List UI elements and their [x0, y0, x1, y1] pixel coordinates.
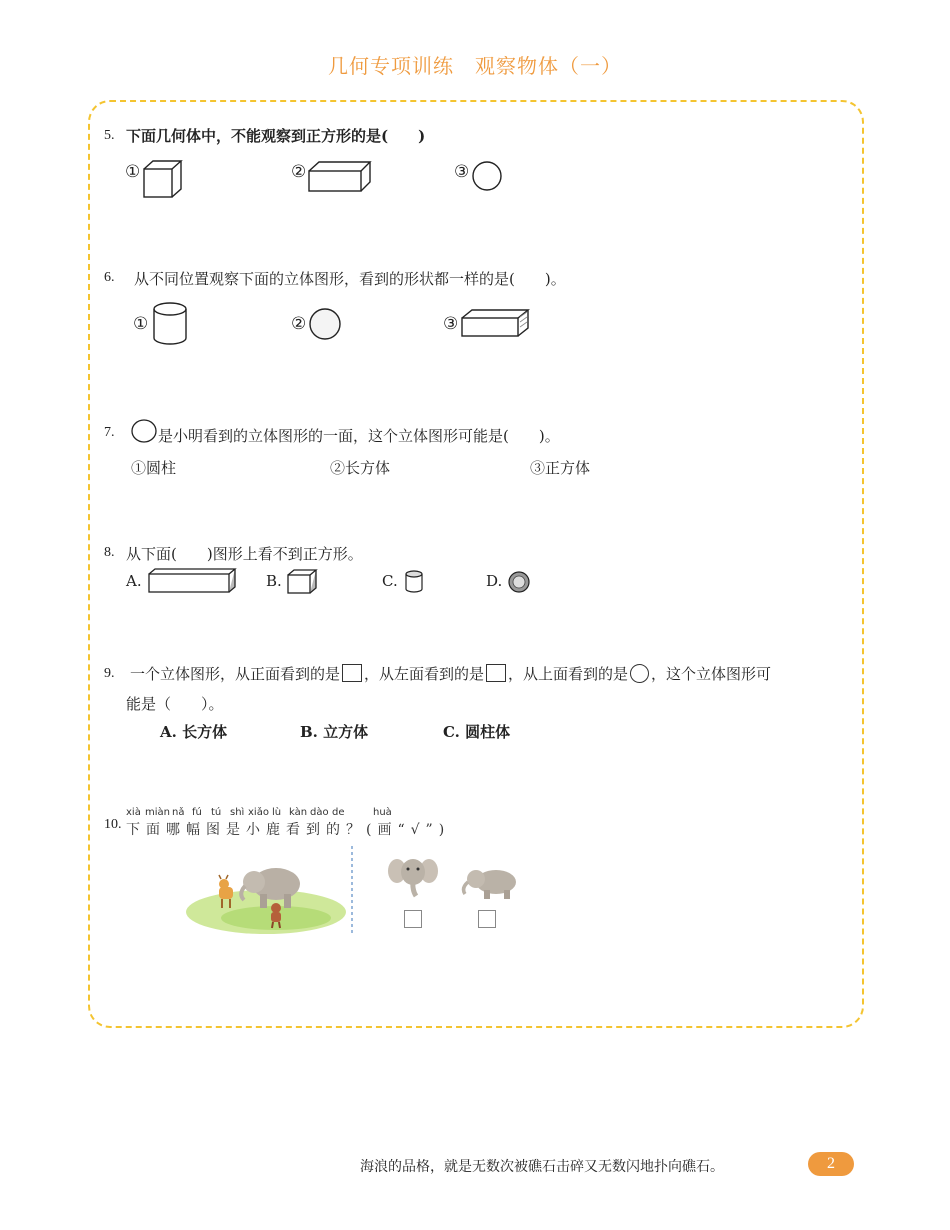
q9-part-1: 一个立体图形，从正面看到的是 — [130, 665, 341, 683]
q7-option-1: ①圆柱 — [131, 459, 177, 477]
q8-option-a-label: A. — [126, 572, 142, 590]
q9-line-1 — [130, 663, 771, 684]
q10-text: 下面哪幅图是小鹿看到的？(画“√”) — [126, 822, 451, 838]
q9-number: 9. — [104, 666, 115, 681]
cube-icon — [143, 160, 183, 200]
q6-number: 6. — [104, 270, 115, 285]
q8-text: 从下面( )图形上看不到正方形。 — [126, 545, 363, 563]
q8-number: 8. — [104, 545, 115, 560]
answer-checkbox-side-view[interactable] — [478, 910, 496, 928]
circle-face-icon — [130, 418, 158, 444]
sphere-icon — [472, 161, 504, 193]
elephant-front-view-icon — [388, 854, 438, 898]
sphere-icon — [308, 307, 342, 341]
cuboid-icon — [148, 568, 238, 594]
q5-text: 下面几何体中，不能观察到正方形的是( ) — [126, 127, 426, 145]
q10-number: 10. — [104, 817, 122, 832]
cuboid-icon — [461, 309, 531, 339]
q9-line-2: 能是（ ）。 — [126, 695, 224, 713]
footer-motto: 海浪的品格，就是无数次被礁石击碎又无数闪地扑向礁石。 — [360, 1159, 724, 1175]
q8-option-d-label: D. — [486, 572, 503, 590]
q9-option-c: C. 圆柱体 — [443, 723, 511, 741]
q9-part-3: ，从上面看到的是 — [508, 665, 629, 683]
sphere-icon — [508, 571, 532, 595]
q6-option-1-label: ① — [133, 314, 149, 334]
q7-number: 7. — [104, 425, 115, 440]
q6-option-2-label: ② — [291, 314, 307, 334]
q6-text: 从不同位置观察下面的立体图形，看到的形状都一样的是( )。 — [134, 270, 566, 288]
q5-option-2-label: ② — [291, 162, 307, 182]
q9-part-4: ，这个立体图形可 — [651, 665, 772, 683]
q5-option-3-label: ③ — [454, 162, 470, 182]
answer-checkbox-front-view[interactable] — [404, 910, 422, 928]
q5-option-1-label: ① — [125, 162, 141, 182]
cylinder-icon — [404, 570, 424, 594]
square-icon — [486, 664, 506, 682]
page-number-badge: 2 — [808, 1152, 854, 1176]
q9-option-b: B. 立方体 — [300, 723, 369, 741]
circle-icon — [630, 664, 649, 683]
q9-option-a: A. 长方体 — [160, 723, 228, 741]
q5-number: 5. — [104, 128, 115, 143]
square-icon — [342, 664, 362, 682]
scene-illustration — [126, 842, 358, 934]
cuboid-icon — [308, 161, 372, 193]
page-title: 几何专项训练 观察物体（一） — [328, 54, 622, 78]
q8-option-b-label: B. — [266, 572, 282, 590]
q9-part-2: ，从左面看到的是 — [364, 665, 485, 683]
cylinder-icon — [152, 302, 190, 346]
q8-option-c-label: C. — [382, 572, 398, 590]
q7-option-3: ③正方体 — [530, 459, 591, 477]
divider — [351, 846, 355, 936]
elephant-side-view-icon — [458, 866, 520, 900]
q7-text: 是小明看到的立体图形的一面，这个立体图形可能是( )。 — [158, 427, 560, 445]
q6-option-3-label: ③ — [443, 314, 459, 334]
cube-icon — [287, 569, 319, 595]
q7-option-2: ②长方体 — [330, 459, 391, 477]
